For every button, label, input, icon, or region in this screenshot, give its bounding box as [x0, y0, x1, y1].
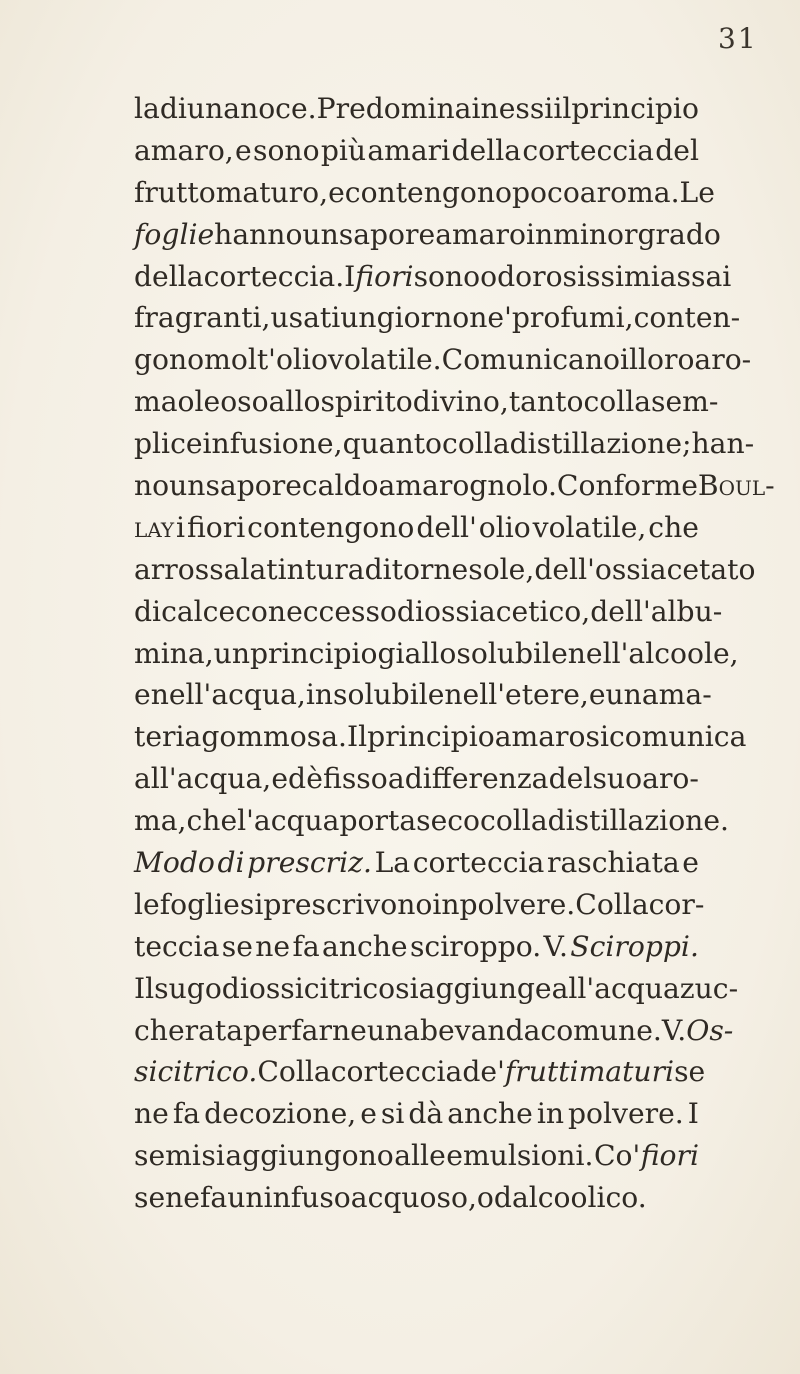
text-line: Modo di prescriz. La corteccia raschiata e	[134, 846, 699, 880]
text-line: di calce con eccesso di ossiacetico, dell' albu-	[134, 594, 723, 628]
text-line: sicitrico. Colla corteccia de' frutti maturi se	[134, 1055, 706, 1089]
text-line: plice infusione, quanto colla distillazione; han-	[134, 427, 755, 461]
text-line: Il sugo di ossicitrico si aggiunge all' acqua zuc-	[134, 971, 739, 1005]
text-line: amaro, e sono più amari della corteccia del	[134, 133, 699, 167]
body-text	[134, 88, 775, 1219]
text-line: gono molt' olio volatile. Comunicano il loro aro-	[134, 343, 752, 377]
page-number: 31	[718, 22, 758, 55]
text-line: e nell' acqua, insolubile nell' etere, e una ma-	[134, 678, 712, 712]
text-line: la di una noce. Predomina in essi il principio	[134, 92, 699, 125]
text-line: arrossa la tintura di tornesole, dell' ossiacetato	[134, 552, 756, 586]
text-line: se ne fa un infuso acquoso, od alcoolico.	[134, 1181, 647, 1215]
text-line: frutto maturo, e contengono poco aroma. Le	[134, 175, 715, 209]
text-line: no un sapore caldo amarognolo. Conforme Boul-	[134, 469, 775, 503]
text-line: foglie hanno un sapore amaro in minor grado	[134, 217, 721, 251]
text-line: lay i fiori contengono dell' olio volatile, che	[134, 510, 699, 544]
text-line: teria gommosa. Il principio amaro si comunica	[134, 720, 747, 754]
text-line: mina, un principio giallo solubile nell' alcoole,	[134, 636, 739, 670]
text-line: ma, che l' acqua porta seco colla distillazione.	[134, 804, 729, 838]
text-line: cherata per farne una bevanda comune. V. Os-	[134, 1013, 734, 1047]
text-line: le foglie si prescrivono in polvere. Colla cor-	[134, 887, 705, 921]
text-line: all' acqua, ed è fisso a differenza del suo aro-	[134, 762, 699, 796]
text-line: ne fa decozione, e si dà anche in polvere. I	[134, 1097, 699, 1131]
text-line: semi si aggiungono alle emulsioni. Co' fiori	[134, 1139, 699, 1173]
text-line: fragranti, usati un giorno ne' profumi, conten-	[134, 301, 741, 335]
text-line: teccia se ne fa anche sciroppo. V. Sciroppi.	[134, 929, 699, 963]
text-line: della corteccia. I fiori sono odorosissimi assai	[134, 259, 732, 293]
text-line: ma oleoso allo spirito di vino, tanto colla sem-	[134, 385, 719, 419]
